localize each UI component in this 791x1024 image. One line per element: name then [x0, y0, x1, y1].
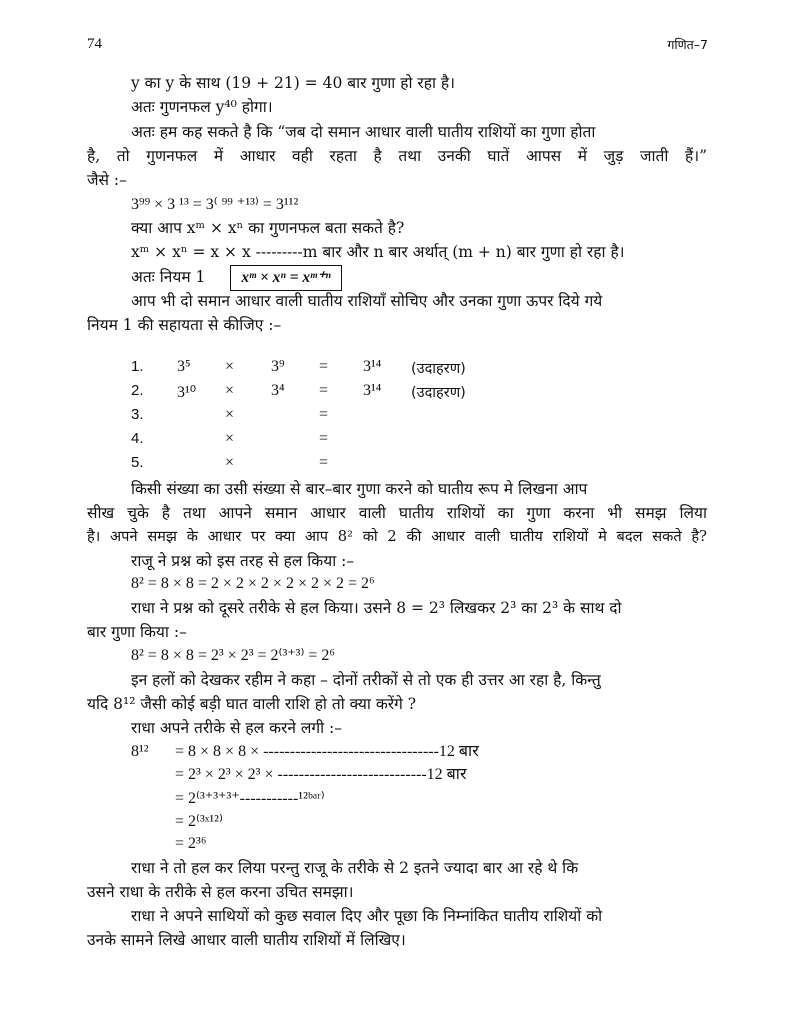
text-line: राजू ने प्रश्न को इस तरह से हल किया :– — [131, 552, 355, 570]
text-line: राधा ने तो हल कर लिया परन्तु राजू के तरीके से 2 इतने ज्यादा बार आ रहे थे कि — [131, 859, 579, 877]
times-sign: × — [225, 454, 235, 471]
equals-sign: = — [319, 430, 329, 447]
text-line: अतः गुणनफल y⁴⁰ होगा। — [131, 98, 273, 116]
text-line: राधा ने अपने साथियों को कुछ सवाल दिए और पूछा कि निम्नांकित घातीय राशियों को — [131, 907, 603, 925]
operand-b: 3⁹ — [271, 358, 285, 375]
page-number: 74 — [87, 36, 102, 52]
exercise-row — [131, 406, 511, 428]
text-line: उनके सामने लिखे आधार वाली घातीय राशियों में लिखिए। — [87, 931, 406, 949]
row-number: 1. — [131, 358, 144, 375]
calc-step: = 2⁽³⁺³⁺³⁺-----------¹²ᵇᵃʳ⁾ — [175, 790, 325, 807]
text-line: इन हलों को देखकर रहीम ने कहा – दोनों तरीकों से तो एक ही उत्तर आ रहा है, किन्तु — [131, 671, 601, 689]
rule-line — [131, 265, 342, 291]
operand-b: 3⁴ — [271, 382, 285, 399]
times-sign: × — [225, 358, 235, 375]
example-note: (उदाहरण) — [411, 361, 466, 377]
text-line: आप भी दो समान आधार वाली घातीय राशियाँ सोचिए और उनका गुणा ऊपर दिये गये — [131, 292, 603, 310]
calc-lhs: 8¹² — [131, 743, 149, 760]
example-note: (उदाहरण) — [411, 385, 466, 401]
text-line: क्या आप xᵐ × xⁿ का गुणनफल बता सकते है? — [131, 219, 405, 237]
text-line: उसने राधा के तरीके से हल करना उचित समझा। — [87, 883, 354, 901]
row-number: 3. — [131, 406, 144, 423]
times-sign: × — [225, 430, 235, 447]
math-line: 8² = 8 × 8 = 2³ × 2³ = 2⁽³⁺³⁾ = 2⁶ — [131, 647, 336, 664]
equals-sign: = — [319, 358, 329, 375]
calc-step: = 2³⁶ — [175, 835, 207, 852]
text-line: राधा अपने तरीके से हल करने लगी :– — [131, 719, 343, 737]
exercise-row — [131, 430, 511, 452]
calc-step: = 2³ × 2³ × 2³ × ----------------------------12 बार — [175, 766, 467, 783]
running-title: गणित–7 — [667, 37, 708, 52]
text-line: है। अपने समझ के आधार पर क्या आप 8² को 2 की आधार वाली घातीय राशियों मे बदल सकते है? — [87, 528, 707, 545]
rule-label: अतः नियम 1 — [131, 268, 206, 286]
times-sign: × — [225, 406, 235, 423]
times-sign: × — [225, 382, 235, 399]
exercise-row — [131, 454, 511, 476]
math-line: 8² = 8 × 8 = 2 × 2 × 2 × 2 × 2 × 2 = 2⁶ — [131, 575, 375, 592]
text-line: y का y के साथ (19 + 21) = 40 बार गुणा हो रहा है। — [131, 74, 456, 92]
text-line: सीख चुके है तथा आपने समान आधार वाली घातीय राशियों का गुणा करना भी समझ लिया — [87, 504, 707, 522]
row-number: 2. — [131, 382, 144, 399]
calc-step: = 8 × 8 × 8 × ---------------------------------12 बार — [175, 743, 479, 760]
text-line: है, तो गुणनफल में आधार वही रहता है तथा उनकी घातें आपस में जुड़ जाती हैं।” — [87, 147, 707, 165]
text-line: जैसे :– — [87, 171, 127, 189]
operand-a: 3⁵ — [177, 358, 191, 375]
text-line: xᵐ × xⁿ = x × x ---------m बार और n बार अर्थात् (m + n) बार गुणा हो रहा है। — [131, 243, 625, 261]
equals-sign: = — [319, 454, 329, 471]
text-line: नियम 1 की सहायता से कीजिए :– — [87, 316, 282, 334]
text-line: बार गुणा किया :– — [87, 623, 187, 641]
equals-sign: = — [319, 382, 329, 399]
result: 3¹⁴ — [363, 358, 382, 375]
exercise-row — [131, 358, 511, 380]
equals-sign: = — [319, 406, 329, 423]
result: 3¹⁴ — [363, 382, 382, 399]
text-line: यदि 8¹² जैसी कोई बड़ी घात वाली राशि हो तो क्या करेंगे ? — [87, 695, 417, 713]
calc-step: = 2⁽³ˣ¹²⁾ — [175, 813, 223, 830]
row-number: 4. — [131, 430, 144, 447]
text-line: अतः हम कह सकते है कि “जब दो समान आधार वाली घातीय राशियों का गुणा होता — [131, 123, 596, 141]
rule-formula-box: xᵐ × xⁿ = xᵐ⁺ⁿ — [230, 265, 341, 291]
math-example: 3⁹⁹ × 3 ¹³ = 3⁽ ⁹⁹ ⁺¹³⁾ = 3¹¹² — [131, 196, 299, 213]
text-line: किसी संख्या का उसी संख्या से बार–बार गुणा करने को घातीय रूप मे लिखना आप — [131, 480, 588, 498]
operand-a: 3¹⁰ — [177, 384, 197, 401]
text-line: राधा ने प्रश्न को दूसरे तरीके से हल किया। उसने 8 = 2³ लिखकर 2³ का 2³ के साथ दो — [131, 599, 622, 617]
exercise-row — [131, 382, 511, 404]
row-number: 5. — [131, 454, 144, 471]
